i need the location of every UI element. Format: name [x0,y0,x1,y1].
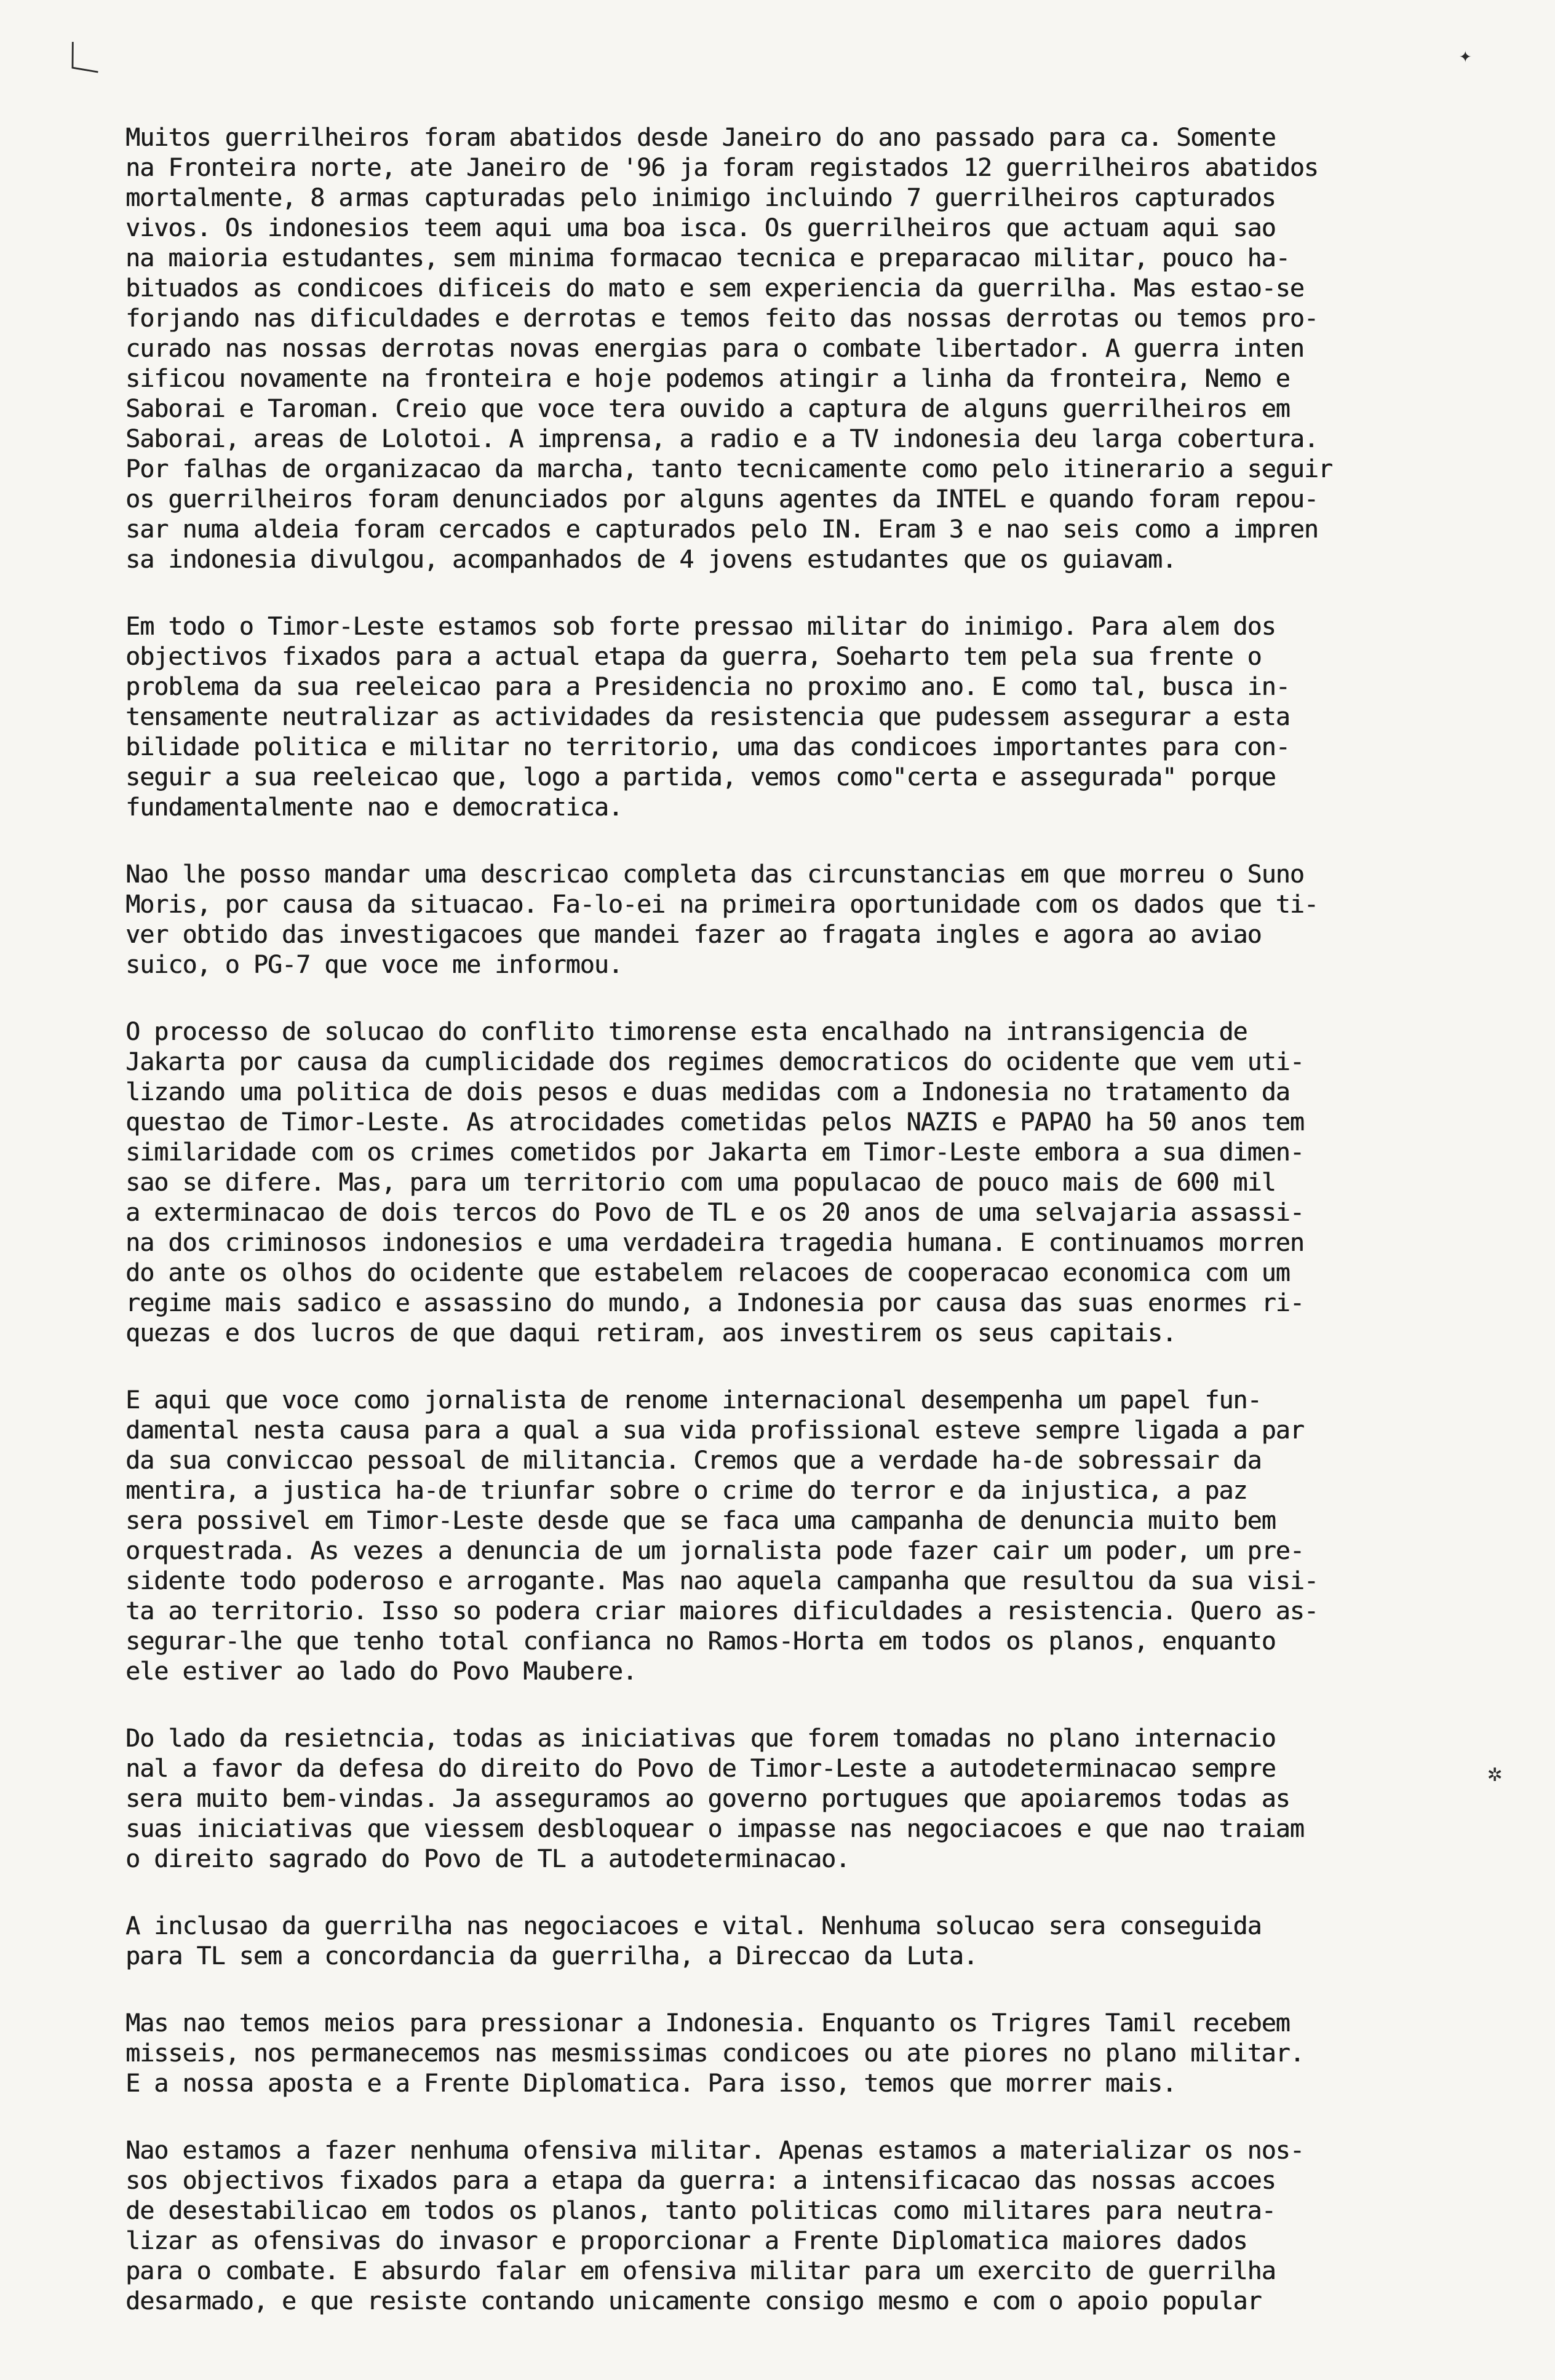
text-line: fundamentalmente nao e democratica. [125,793,622,822]
text-line: Jakarta por causa da cumplicidade dos regimes democraticos do ocidente que vem uti- [125,1048,1304,1076]
text-line: forjando nas dificuldades e derrotas e temos feito das nossas derrotas ou temos pro- [125,304,1318,333]
text-line: na dos criminosos indonesios e uma verdadeira tragedia humana. E continuamos morren [125,1229,1304,1257]
text-line: mentira, a justica ha-de triunfar sobre o crime do terror e da injustica, a paz [125,1477,1247,1505]
text-line: sidente todo poderoso e arrogante. Mas nao aquela campanha que resultou da sua visi- [125,1567,1318,1595]
text-line: lizando uma politica de dois pesos e duas medidas com a Indonesia no tratamento da [125,1078,1290,1106]
paragraph-international-initiatives [125,1724,1509,1874]
text-line: orquestrada. As vezes a denuncia de um jornalista pode fazer cair um poder, um pre- [125,1537,1304,1565]
text-line: sificou novamente na fronteira e hoje podemos atingir a linha da fronteira, Nemo e [125,365,1290,393]
text-line: problema da sua reeleicao para a Presidencia no proximo ano. E como tal, busca in- [125,673,1290,701]
paragraph-guerrilla-inclusion [125,1911,1509,1972]
text-line: E aqui que voce como jornalista de renome internacional desempenha um papel fun- [125,1386,1262,1414]
text-line: Muitos guerrilheiros foram abatidos desde Janeiro do ano passado para ca. Somente [125,124,1276,152]
text-line: O processo de solucao do conflito timorense esta encalhado na intransigencia de [125,1018,1247,1046]
margin-ink-speck: ✲ [1487,1759,1503,1787]
text-line: Em todo o Timor-Leste estamos sob forte pressao militar do inimigo. Para alem dos [125,613,1276,641]
text-line: para o combate. E absurdo falar em ofensiva militar para um exercito de guerrilha [125,2257,1276,2285]
text-line: ele estiver ao lado do Povo Maubere. [125,1657,637,1686]
margin-pen-mark: 〈 [39,37,105,104]
text-line: o direito sagrado do Povo de TL a autodeterminacao. [125,1845,850,1873]
text-line: sos objectivos fixados para a etapa da guerra: a intensificacao das nossas accoes [125,2167,1276,2195]
text-line: questao de Timor-Leste. As atrocidades cometidas pelos NAZIS e PAPAO ha 50 anos tem [125,1108,1304,1136]
margin-ink-speck: ✦ [1459,43,1472,68]
letter-body [125,123,1509,2354]
text-line: sar numa aldeia foram cercados e capturados pelo IN. Eram 3 e nao seis como a impren [125,515,1318,544]
text-line: ver obtido das investigacoes que mandei fazer ao fragata ingles e agora ao aviao [125,921,1262,949]
paragraph-no-offensive [125,2136,1509,2317]
text-line: na Fronteira norte, ate Janeiro de '96 ja foram registados 12 guerrilheiros abatidos [125,154,1318,182]
text-line: Moris, por causa da situacao. Fa-lo-ei na primeira oportunidade com os dados que ti- [125,891,1318,919]
text-line: vivos. Os indonesios teem aqui uma boa isca. Os guerrilheiros que actuam aqui sao [125,214,1276,242]
text-line: mortalmente, 8 armas capturadas pelo inimigo incluindo 7 guerrilheiros capturados [125,184,1276,212]
text-line: suas iniciativas que viessem desbloquear o impasse nas negociacoes e que nao traiam [125,1815,1304,1843]
text-line: Nao lhe posso mandar uma descricao completa das circunstancias em que morreu o Suno [125,860,1304,889]
paragraph-suno-moris [125,860,1509,980]
text-line: suico, o PG-7 que voce me informou. [125,951,622,979]
text-line: nal a favor da defesa do direito do Povo de Timor-Leste a autodeterminacao sempre [125,1755,1276,1783]
text-line: bilidade politica e militar no territorio, uma das condicoes importantes para con- [125,733,1290,761]
text-line: seguir a sua reeleicao que, logo a partida, vemos como"certa e assegurada" porque [125,763,1276,791]
text-line: sera possivel em Timor-Leste desde que se faca uma campanha de denuncia muito bem [125,1507,1276,1535]
text-line: Por falhas de organizacao da marcha, tanto tecnicamente como pelo itinerario a seguir [125,455,1332,483]
text-line: os guerrilheiros foram denunciados por alguns agentes da INTEL e quando foram repou- [125,485,1318,514]
text-line: misseis, nos permanecemos nas mesmissimas condicoes ou ate piores no plano militar. [125,2039,1304,2068]
text-line: Mas nao temos meios para pressionar a Indonesia. Enquanto os Trigres Tamil recebem [125,2009,1290,2037]
text-line: lizar as ofensivas do invasor e proporcionar a Frente Diplomatica maiores dados [125,2227,1247,2255]
text-line: do ante os olhos do ocidente que estabelem relacoes de cooperacao economica com um [125,1259,1290,1287]
paragraph-means-to-pressure [125,2009,1509,2099]
text-line: damental nesta causa para a qual a sua vida profissional esteve sempre ligada a par [125,1416,1304,1445]
text-line: curado nas nossas derrotas novas energias para o combate libertador. A guerra inten [125,335,1304,363]
text-line: desarmado, e que resiste contando unicamente consigo mesmo e com o apoio popular [125,2287,1262,2315]
text-line: ta ao territorio. Isso so podera criar maiores dificuldades a resistencia. Quero as- [125,1597,1318,1625]
text-line: a exterminacao de dois tercos do Povo de TL e os 20 anos de uma selvajaria assassi- [125,1199,1304,1227]
text-line: E a nossa aposta e a Frente Diplomatica. Para isso, temos que morrer mais. [125,2069,1177,2098]
paragraph-conflict-resolution [125,1017,1509,1349]
text-line: bituados as condicoes dificeis do mato e sem experiencia da guerrilha. Mas estao-se [125,274,1304,303]
paragraph-military-pressure [125,612,1509,823]
text-line: Nao estamos a fazer nenhuma ofensiva militar. Apenas estamos a materializar os nos- [125,2136,1304,2165]
text-line: sao se difere. Mas, para um territorio com uma populacao de pouco mais de 600 mil [125,1168,1276,1197]
text-line: A inclusao da guerrilha nas negociacoes e vital. Nenhuma solucao sera conseguida [125,1912,1262,1940]
text-line: tensamente neutralizar as actividades da resistencia que pudessem assegurar a esta [125,703,1290,731]
text-line: na maioria estudantes, sem minima formacao tecnica e preparacao militar, pouco ha- [125,244,1290,272]
paragraph-journalist-role [125,1386,1509,1687]
text-line: similaridade com os crimes cometidos por Jakarta em Timor-Leste embora a sua dimen- [125,1138,1304,1167]
text-line: Saborai, areas de Lolotoi. A imprensa, a radio e a TV indonesia deu larga cobertura. [125,425,1318,453]
text-line: quezas e dos lucros de que daqui retiram, aos investirem os seus capitais. [125,1319,1177,1347]
text-line: regime mais sadico e assassino do mundo, a Indonesia por causa das suas enormes ri- [125,1289,1304,1317]
text-line: segurar-lhe que tenho total confianca no Ramos-Horta em todos os planos, enquanto [125,1627,1276,1656]
text-line: sa indonesia divulgou, acompanhados de 4 jovens estudantes que os guiavam. [125,545,1177,574]
paragraph-guerrilla-losses [125,123,1509,575]
text-line: objectivos fixados para a actual etapa da guerra, Soeharto tem pela sua frente o [125,643,1262,671]
text-line: para TL sem a concordancia da guerrilha, a Direccao da Luta. [125,1942,977,1970]
text-line: da sua conviccao pessoal de militancia. Cremos que a verdade ha-de sobressair da [125,1446,1262,1475]
text-line: Do lado da resietncia, todas as iniciativas que forem tomadas no plano internacio [125,1724,1276,1753]
text-line: sera muito bem-vindas. Ja asseguramos ao governo portugues que apoiaremos todas as [125,1785,1290,1813]
text-line: de desestabilicao em todos os planos, tanto politicas como militares para neutra- [125,2197,1276,2225]
text-line: Saborai e Taroman. Creio que voce tera ouvido a captura de alguns guerrilheiros em [125,395,1290,423]
